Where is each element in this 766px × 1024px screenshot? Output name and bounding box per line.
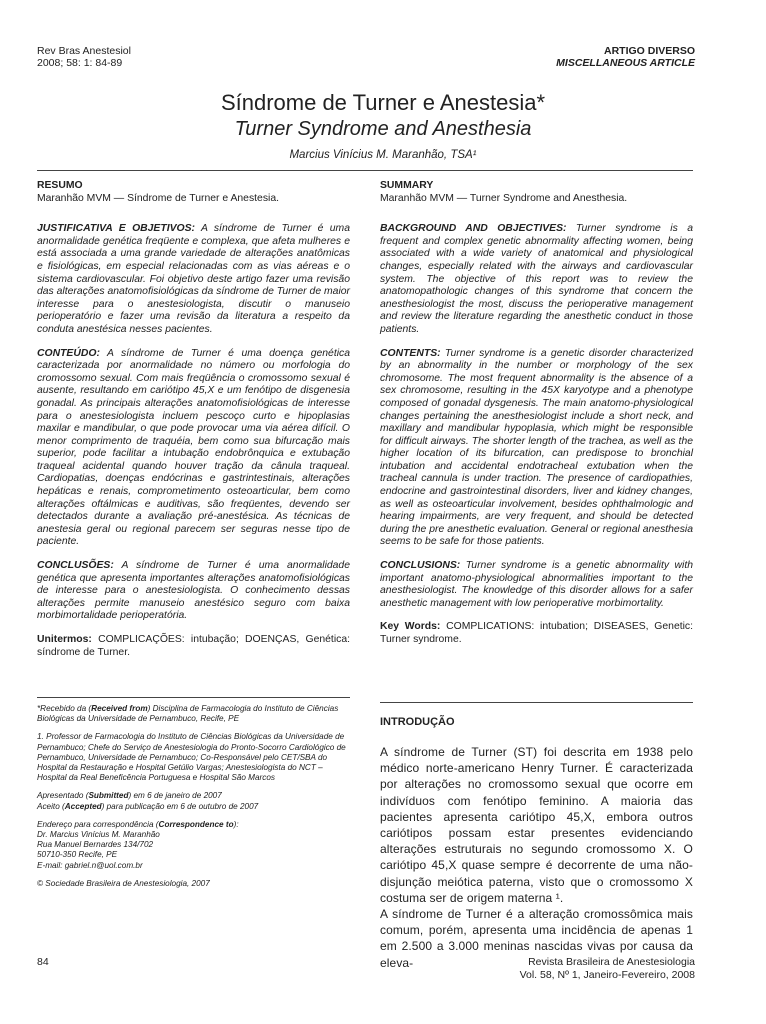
title-divider	[37, 170, 693, 171]
resumo-reference: Maranhão MVM — Síndrome de Turner e Anestesia.	[37, 192, 279, 204]
running-header-right	[556, 45, 695, 69]
intro-heading: INTRODUÇÃO	[380, 716, 455, 728]
email-link[interactable]: E-mail: gabriel.n@uol.com.br	[37, 860, 143, 870]
resumo-objectives: JUSTIFICATIVA E OBJETIVOS: A síndrome de Turner é uma anormalidade genética freqüente e complexa, que afeta mulheres e está associada a uma grande variedade de alterações anatômicas e fisiológicas, em especial relacionadas com as vias aéreas e o sistema cardiovascular. Foi objetivo deste artigo fazer uma revisão das alterações anatomofisiológicas da síndrome de Turner de maior interesse para o anestesiologista, discutir o manuseio perioperatório e fazer uma revisão da literatura a respeito da conduta anestésica nesses pacientes.	[37, 223, 350, 335]
resumo-keywords: Unitermos: COMPLICAÇÕES: intubação; DOENÇAS, Genética: síndrome de Turner.	[37, 634, 350, 658]
received-note: *Recebido da (Received from) Disciplina de Farmacologia do Instituto de Ciências Biológicas da Universidade de Pernambuco, Recife, PE	[37, 704, 339, 724]
copyright-note: © Sociedade Brasileira de Anestesiologia, 2007	[37, 878, 210, 888]
summary-conclusions: CONCLUSIONS: Turner syndrome is a genetic abnormality with important anatomo-physiological abnormalities important to the anesthesiologist. The knowledge of this disorder allows for a safer anesthetic management with low perioperative morbimortality.	[380, 560, 693, 609]
footer-journal	[520, 956, 695, 981]
running-header-left	[37, 45, 131, 69]
intro-paragraph-2: A síndrome de Turner é a alteração cromossômica mais comum, porém, apresenta uma incidência de apenas 1 em 2.500 a 3.000 meninas nascidas vivas por causa da eleva-	[380, 907, 693, 970]
summary-contents: CONTENTS: Turner syndrome is a genetic disorder characterized by an abnormality in the number or morphology of the sex chromosome. The most frequent abnormality is the absence of a sex chromosome, resulting in the 45X karyotype and a phenotype composed of gonadal dysgenesis. The main anatomo-physiological changes pertaining the anesthesiologist include a short neck, and maxillary and mandibular hypoplasia, which might be responsible for difficult airways. The shorter length of the trachea, as well as the higher location of its bifurcation, can predispose to bronchial intubation and accidental endotracheal extubation when the tracheal cannula is under traction. The presence of cardiopathies, endocrine and gastrointestinal disorders, liver and kidney changes, as well as osteoarticular involvement, besides ophthalmologic and hearing impairments, are very frequent, and should be detected during the pre anesthetic evaluation. General or regional anesthesia seems to be safe for those patients.	[380, 347, 693, 548]
resumo-conclusions: CONCLUSÕES: A síndrome de Turner é uma anormalidade genética que apresenta importantes alterações anatomofisiológicas de interesse para o anestesiologista. O conhecimento dessas alterações permite manuseio anestésico seguro com baixa morbimortalidade perioperatória.	[37, 560, 350, 622]
intro-body	[380, 744, 693, 971]
summary-heading: SUMMARY	[380, 180, 434, 191]
affiliation-note: 1. Professor de Farmacologia do Instituto de Ciências Biológicas da Universidade de Pernambuco; Chefe do Serviço de Anestesiologia do Pronto-Socorro Cardiológico de Pernambuco, Universidade de Pernambuco; Co-Responsável pelo CET/SBA do Hospital da Restauração e Hospital Getúlio Vargas; Anestesiologista do NCT – Hospital da Real Beneficência Portuguesa e Hospital São Marcos	[37, 732, 346, 783]
summary-keywords: Key Words: COMPLICATIONS: intubation; DISEASES, Genetic: Turner syndrome.	[380, 621, 693, 645]
section-label-en: MISCELLANEOUS ARTICLE	[556, 57, 695, 69]
intro-paragraph-1: A síndrome de Turner (ST) foi descrita em 1938 pelo médico norte-americano Henry Turner. É caracterizada por alterações no cromossomo sexual que ocorre em indivíduos com fenótipo feminino. A maioria das pacientes apresenta cariótipo 45,X, embora outros cariótipos possam estar presentes evidenciando alterações estruturais no segundo cromossomo X. O cariótipo 45,X quase sempre é decorrente de uma não-disjunção meiótica paterna, visto que o cromossomo X costuma ser de origem materna ¹.	[380, 745, 693, 905]
resumo-section	[37, 180, 350, 672]
section-label-pt: ARTIGO DIVERSO	[603, 45, 695, 57]
correspondence-note: Endereço para correspondência (Correspondence to): Dr. Marcius Vinícius M. Maranhão Rua Manuel Bernardes 134/702 50710-350 Recife, PE E-mail: gabriel.n@uol.com.br	[37, 819, 239, 870]
citation: 2008; 58: 1: 84-89	[37, 57, 123, 69]
dates-note: Apresentado (Submitted) em 6 de janeiro de 2007 Aceito (Accepted) para publicação em 6 de outubro de 2007	[37, 791, 259, 811]
resumo-heading: RESUMO	[37, 180, 83, 191]
summary-background: BACKGROUND AND OBJECTIVES: Turner syndrome is a frequent and complex genetic abnormality affecting women, being associated with a wide variety of anatomical and physiological changes, especially related with the airways and cardiovascular system. The objective of this report was to review the anatomopathologic changes of this syndrome that concern the anesthesiologist the most, discuss the perioperative management and review the literature regarding the anesthetic conduct in those patients.	[380, 223, 693, 335]
journal-name: Rev Bras Anestesiol	[37, 45, 131, 57]
article-title: Síndrome de Turner e Anestesia*	[220, 90, 546, 115]
page-number: 84	[37, 956, 49, 968]
summary-section	[380, 180, 693, 660]
intro-divider	[380, 702, 693, 703]
footer-journal-name: Revista Brasileira de Anestesiologia	[528, 956, 695, 968]
resumo-content: CONTEÚDO: A síndrome de Turner é uma doença genética caracterizada por anormalidade no número ou morfologia do cromossomo sexual. Com mais freqüência o cromossomo sexual é ausente, resultando em cariótipo 45,X e um fenótipo de disgenesia gonadal. As principais alterações anatomofisiológicas de interesse para o anestesiologista incluem pescoço curto e hipoplasias maxilar e mandibular, o que pode provocar uma via aérea difícil. O menor comprimento de traquéia, bem como sua bifurcação mais superior, pode facilitar a intubação endobrônquica e extubação traqueal acidental quando houver tração da cânula traqueal. Cardiopatias, doenças endócrinas e gastrintestinais, alterações hepáticas e renais, comprometimento osteoarticular, bem como alterações oftálmicas e auditivas, são freqüentes, devendo ser detectados durante a avaliação pré-anestésica. As técnicas de anestesia geral ou regional parecem ser seguras nesse tipo de paciente.	[37, 347, 350, 548]
footnote-divider	[37, 697, 350, 698]
footnotes	[37, 704, 350, 897]
author-line: Marcius Vinícius M. Maranhão, TSA¹	[289, 149, 477, 161]
article-subtitle: Turner Syndrome and Anesthesia	[234, 118, 532, 140]
footer-issue: Vol. 58, Nº 1, Janeiro-Fevereiro, 2008	[519, 968, 695, 981]
summary-reference: Maranhão MVM — Turner Syndrome and Anesthesia.	[380, 192, 628, 204]
